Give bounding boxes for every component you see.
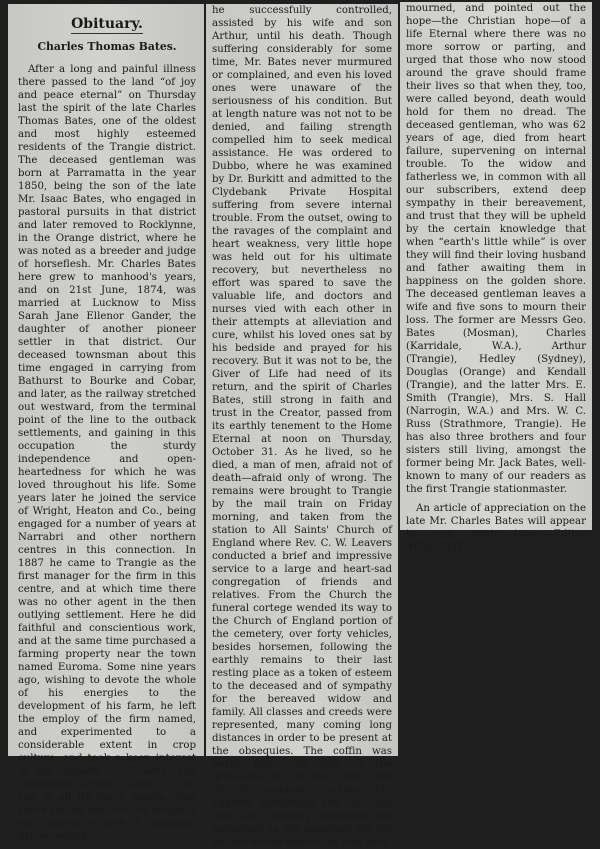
obituary-subheading: Charles Thomas Bates. xyxy=(37,40,177,53)
column-3-text: mourned, and pointed out the hope—the Christian hope—of a life Eternal where there was no more sorrow or parting, and urged that those who now stood around the grave should frame their lives so that when they, too, were called beyond, death would hold for them no dread. The deceased gentleman, who was 62 years of age, died from heart failure, supervening on internal trouble. To the widow and fatherless we, in common with all our subscribers, extend deep sympathy in their bereavement, and trust that they will be upheld by the certain knowledge that when “earth's little while” is over they will find their loving husband and father awaiting them in happiness on the golden shore. The deceased gentleman leaves a wife and five sons to mourn their loss. The former are Messrs Geo. Bates (Mosman), Charles (Karridale, W.A.), Arthur (Trangie), Hedley (Sydney), Douglas (Orange) and Kendall (Trangie), and the latter Mrs. E. Smith (Trangie), Mrs. S. Hall (Narrogin, W.A.) and Mrs. W. C. Russ (Strathmore, Trangie). He has also three brothers and four sisters still living, amongst the former being Mr. Jack Bates, well-known to many of our readers as the first Trangie stationmaster. xyxy=(406,3,586,495)
column-2-text: he successfully controlled, assisted by his wife and son Arthur, until his death. Though suffering considerably for some time, Mr. Bates never murmured or complained, and even his loved ones were unaware of the seriousness of his condition. But at length nature was not not to be denied, and failing strength compelled him to seek medical assistance. He was ordered to Dubbo, where he was examined by Dr. Burkitt and admitted to the Clydebank Private Hospital suffering from severe internal trouble. From the outset, owing to the ravages of the complaint and heart weakness, very little hope was held out for his ultimate recovery, but nevertheless no effort was spared to save the valuable life, and doctors and nurses vied with each other in their attempts at alleviation and cure, whilst his loved ones sat by his bedside and prayed for his recovery. But it was not to be, the Giver of Life had need of its return, and the spirit of Charles Bates, still strong in faith and trust in the Creator, passed from its earthly tenement to the Home Eternal at noon on Thursday, October 31. As he lived, so he died, a man of men, afraid not of death—afraid only of wrong. The remains were brought to Trangie by the mail train on Friday morning, and taken from the station to All Saints' Church of England where Rev. C. W. Leavers conducted a brief and impressive service to a large and heart-sad congregation of friends and relatives. From the Church the funeral cortege wended its way to the Church of England portion of the cemetery, over forty vehicles, besides horsemen, following the earthly remains to their last resting place as a token of esteem to the deceased and of sympathy for the bereaved widow and family. All classes and creeds were represented, many coming long distances in order to be present at the obsequies. The coffin was borne from the gate to the graveside by all the town and district residents, where Mr. Leavers performed the last sad rites and feelingly addressed the gathering on the excellent life led by him whose departure they now xyxy=(212,5,392,848)
obituary-column-1 xyxy=(8,4,204,842)
appreciation-note: An article of appreciation on the late Mr. Charles Bates will appear in our next issue.—Editor ADVOCATE. xyxy=(406,503,586,553)
obituary-column-2 xyxy=(206,4,398,848)
obituary-column-3 xyxy=(400,2,592,553)
column-1-text: After a long and painful illness there passed to the land “of joy and peace eternal” on Thursday last the spirit of the late Charles Thomas Bates, one of the oldest and most highly esteemed residents of the Trangie district. The deceased gentleman was born at Parramatta in the year 1850, being the son of the late Mr. Isaac Bates, who engaged in pastoral pursuits in that district and later removed to Rocklynne, in the Orange district, where he was noted as a breeder and judge of horseflesh. Mr. Charles Bates here grew to manhood's years, and on 21st June, 1874, was married at Lucknow to Miss Sarah Jane Ellenor Gander, the daughter of another pioneer settler in that district. Our deceased townsman about this time engaged in carrying from Bathurst to Bourke and Cobar, and later, as the railway stretched out westward, from the terminal point of the line to the outback settlements, and gaining in this occupation the sturdy independence and open-heartedness for which he was loved throughout his life. Some years later he joined the service of Wright, Heaton and Co., being engaged for a number of years at Narrabri and other northern centres in this connection. In 1887 he came to Trangie as the first manager for the firm in this centre, and at which time there was no other agent in the then outlying settlement. Here he did faithful and conscientious work, and at the same time purchased a farming property near the town named Euroma. Some nine years ago, wishing to devote the whole of his energies to the development of his farm, he left the employ of the firm named, and experimented to a considerable extent in crop culture, and took a keen interest in the growth of flowers and vegetables—verily a lover of the soil in all its many moods. Two years ago he sold out his property and opened a store in Dandaloo Street, which xyxy=(18,64,196,842)
obituary-heading: Obituary. xyxy=(71,16,143,32)
